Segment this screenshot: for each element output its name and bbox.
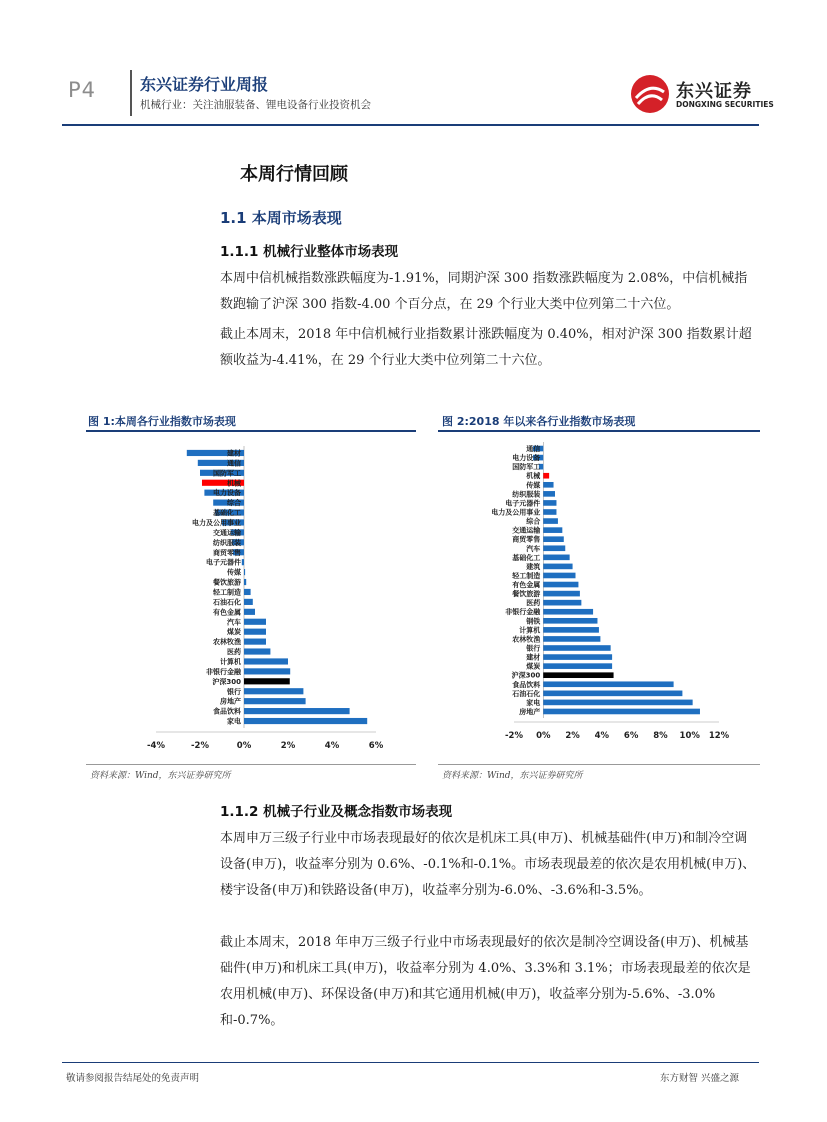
category-label: 非银行金融 xyxy=(206,667,241,676)
report-title: 东兴证券行业周报 xyxy=(140,75,269,94)
bar-基础化工 xyxy=(543,555,569,561)
heading-1-1-1: 1.1.1 机械行业整体市场表现 xyxy=(220,244,399,260)
bar-煤炭 xyxy=(543,663,612,669)
category-label: 钢铁 xyxy=(526,617,541,626)
category-label: 国防军工 xyxy=(512,463,541,472)
category-label: 轻工制造 xyxy=(512,571,541,580)
category-label: 基础化工 xyxy=(213,509,241,518)
category-label: 商贸零售 xyxy=(512,535,541,544)
category-label: 计算机 xyxy=(220,657,241,666)
logo-text: 东兴证券 xyxy=(676,81,752,102)
bar-石油石化 xyxy=(543,691,682,697)
category-label: 纺织服装 xyxy=(512,490,541,499)
figure-1-title: 图 1:本周各行业指数市场表现 xyxy=(88,415,236,428)
bar-轻工制造 xyxy=(543,573,575,579)
category-label: 综合 xyxy=(526,517,541,526)
x-tick-label: 8% xyxy=(653,731,668,741)
figure-2-source: 资料来源：Wind，东兴证券研究所 xyxy=(442,771,583,781)
figure-2-chart xyxy=(438,434,760,764)
category-label: 交通运输 xyxy=(512,526,541,535)
bar-非银行金融 xyxy=(543,609,593,615)
category-label: 交通运输 xyxy=(213,528,241,537)
category-label: 煤炭 xyxy=(227,628,241,637)
x-tick-label: -2% xyxy=(505,731,523,741)
category-label: 建材 xyxy=(526,653,541,662)
figure-2-title: 图 2:2018 年以来各行业指数市场表现 xyxy=(442,415,636,428)
category-label: 建材 xyxy=(227,449,241,458)
category-label: 沪深300 xyxy=(511,671,541,680)
bar-电子元器件 xyxy=(242,559,244,565)
category-label: 电力及公用事业 xyxy=(192,518,241,527)
figure-1-bottom-rule xyxy=(86,764,416,765)
bar-食品饮料 xyxy=(543,681,673,687)
category-label: 电子元器件 xyxy=(505,499,541,508)
header-divider xyxy=(130,70,132,116)
x-tick-label: 4% xyxy=(594,731,610,741)
bar-农林牧渔 xyxy=(244,639,266,645)
x-tick-label: 2% xyxy=(565,731,580,741)
category-label: 家电 xyxy=(526,698,541,707)
x-tick-label: -2% xyxy=(191,741,209,751)
category-label: 国防军工 xyxy=(213,469,241,478)
bar-有色金属 xyxy=(543,582,578,588)
bar-餐饮旅游 xyxy=(543,591,580,597)
category-label: 商贸零售 xyxy=(213,548,241,557)
category-label: 电力及公用事业 xyxy=(491,508,541,517)
category-label: 非银行金融 xyxy=(505,608,541,617)
category-label: 纺织服装 xyxy=(213,538,241,547)
x-tick-label: 2% xyxy=(280,741,296,751)
x-tick-label: 0% xyxy=(236,741,252,751)
category-label: 传媒 xyxy=(227,568,241,577)
section-title: 本周行情回顾 xyxy=(240,164,348,185)
bar-银行 xyxy=(244,688,303,694)
footer-slogan: 东方财智 兴盛之源 xyxy=(660,1073,740,1084)
bar-传媒 xyxy=(543,482,553,488)
logo-english-text: DONGXING SECURITIES xyxy=(676,100,774,109)
bar-食品饮料 xyxy=(244,708,350,714)
x-tick-label: 0% xyxy=(536,731,551,741)
category-label: 电力设备 xyxy=(213,489,241,498)
category-label: 汽车 xyxy=(526,544,541,553)
category-label: 房地产 xyxy=(519,707,541,716)
header-rule xyxy=(62,124,759,126)
bar-房地产 xyxy=(543,709,700,715)
category-label: 银行 xyxy=(526,644,541,653)
page-number: P4 xyxy=(68,78,97,102)
bar-轻工制造 xyxy=(244,589,251,595)
bar-建材 xyxy=(543,654,612,660)
category-label: 农林牧渔 xyxy=(213,638,241,647)
bar-综合 xyxy=(543,518,558,524)
category-label: 食品饮料 xyxy=(512,680,541,689)
bar-建筑 xyxy=(543,564,572,570)
bar-机械 xyxy=(543,473,549,479)
category-label: 汽车 xyxy=(227,618,241,627)
category-label: 电子元器件 xyxy=(206,558,241,567)
x-tick-label: 6% xyxy=(368,741,384,751)
bar-汽车 xyxy=(543,545,565,551)
bar-煤炭 xyxy=(244,629,266,635)
paragraph-4: 截止本周末，2018 年申万三级子行业中市场表现最好的依次是制冷空调设备(申万)、机械基础件(申万)和机床工具(申万)，收益率分别为 4.0%、3.3%和 3.1%；市场表现最差的依次是农用机械(申万)、环保设备(申万)和其它通用机械(申万)，收益率分别为-5.6%、-3.0%和-0.7%。 xyxy=(220,935,751,1028)
figure-2-top-rule xyxy=(438,430,760,432)
category-label: 农林牧渔 xyxy=(512,635,541,644)
figure-1-top-rule xyxy=(86,430,416,432)
category-label: 基础化工 xyxy=(512,553,541,562)
category-label: 食品饮料 xyxy=(213,707,241,716)
bar-商贸零售 xyxy=(543,536,564,542)
bar-医药 xyxy=(543,600,581,606)
heading-1-1-2: 1.1.2 机械子行业及概念指数市场表现 xyxy=(220,804,453,820)
category-label: 餐饮旅游 xyxy=(213,578,241,587)
bar-石油石化 xyxy=(244,599,253,605)
figure-1-source: 资料来源：Wind，东兴证券研究所 xyxy=(90,771,231,781)
category-label: 餐饮旅游 xyxy=(512,590,541,599)
category-label: 综合 xyxy=(227,499,241,508)
x-tick-label: -4% xyxy=(147,741,165,751)
x-tick-label: 4% xyxy=(324,741,340,751)
category-label: 计算机 xyxy=(519,626,541,635)
bar-家电 xyxy=(244,718,367,724)
category-label: 传媒 xyxy=(526,481,541,490)
category-label: 医药 xyxy=(227,648,241,657)
bar-交通运输 xyxy=(543,527,562,533)
bar-沪深300 xyxy=(543,672,613,678)
category-label: 机械 xyxy=(227,479,241,488)
bar-汽车 xyxy=(244,619,266,625)
figure-2-bottom-rule xyxy=(438,764,760,765)
paragraph-3: 本周申万三级子行业中市场表现最好的依次是机床工具(申万)、机械基础件(申万)和制冷空调设备(申万)，收益率分别为 0.6%、-0.1%和-0.1%。市场表现最差的依次是农用机械(申万)、楼宇设备(申万)和铁路设备(申万)，收益率分别为-6.0%、-3.6%和-3.5%。 xyxy=(220,831,756,898)
category-label: 石油石化 xyxy=(512,689,541,698)
bar-电力及公用事业 xyxy=(543,509,556,515)
bar-传媒 xyxy=(244,569,245,575)
footer-disclaimer: 敬请参阅报告结尾处的免责声明 xyxy=(66,1073,200,1084)
bar-医药 xyxy=(244,648,270,654)
paragraph-2: 截止本周末，2018 年中信机械行业指数累计涨跌幅度为 0.40%，相对沪深 300 指数累计超额收益为-4.41%，在 29 个行业大类中位列第二十六位。 xyxy=(220,327,752,368)
category-label: 有色金属 xyxy=(512,581,541,590)
category-label: 有色金属 xyxy=(213,608,241,617)
category-label: 石油石化 xyxy=(213,598,241,607)
bar-计算机 xyxy=(244,658,288,664)
category-label: 医药 xyxy=(526,599,541,608)
category-label: 通信 xyxy=(227,459,241,468)
category-label: 家电 xyxy=(227,717,241,726)
bar-家电 xyxy=(543,700,692,706)
bar-餐饮旅游 xyxy=(244,579,246,585)
bar-沪深300 xyxy=(244,678,290,684)
category-label: 沪深300 xyxy=(212,677,241,686)
bar-电子元器件 xyxy=(543,500,556,506)
x-tick-label: 10% xyxy=(679,731,700,741)
category-label: 通信 xyxy=(526,445,541,454)
category-label: 机械 xyxy=(526,472,541,481)
category-label: 轻工制造 xyxy=(213,588,241,597)
bar-钢铁 xyxy=(543,618,597,624)
bar-银行 xyxy=(543,645,610,651)
bar-农林牧渔 xyxy=(543,636,600,642)
footer-rule xyxy=(62,1062,759,1063)
category-label: 煤炭 xyxy=(526,662,541,671)
report-subtitle: 机械行业：关注油服装备、锂电设备行业投资机会 xyxy=(140,99,371,111)
x-tick-label: 6% xyxy=(623,731,639,741)
bar-有色金属 xyxy=(244,609,255,615)
bar-计算机 xyxy=(543,627,599,633)
category-label: 电力设备 xyxy=(512,454,541,463)
x-tick-label: 12% xyxy=(708,731,730,741)
paragraph-1: 本周中信机械指数涨跌幅度为-1.91%，同期沪深 300 指数涨跌幅度为 2.08%，中信机械指数跑输了沪深 300 指数-4.00 个百分点，在 29 个行业大类中位列第二十六位。 xyxy=(220,271,748,312)
heading-1-1: 1.1 本周市场表现 xyxy=(220,209,342,227)
category-label: 建筑 xyxy=(526,562,541,571)
bar-纺织服装 xyxy=(543,491,555,497)
bar-房地产 xyxy=(244,698,306,704)
category-label: 房地产 xyxy=(220,697,241,706)
bar-非银行金融 xyxy=(244,668,290,674)
figure-1-chart xyxy=(86,434,416,764)
category-label: 银行 xyxy=(227,687,241,696)
